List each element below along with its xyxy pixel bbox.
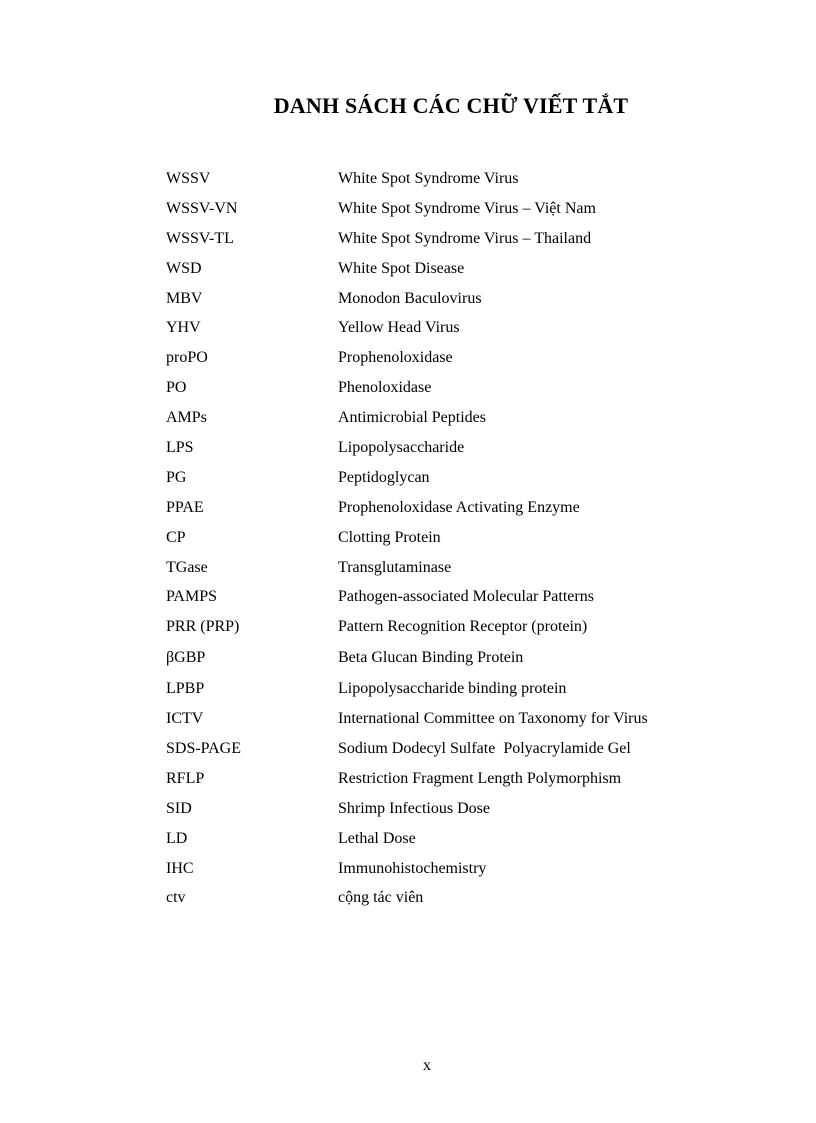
list-item <box>166 824 766 854</box>
list-item <box>166 463 766 493</box>
abbreviation: ctv <box>166 889 186 907</box>
abbreviation: WSSV-TL <box>166 229 234 247</box>
list-item <box>166 313 766 343</box>
list-item <box>166 164 766 194</box>
list-item <box>166 373 766 403</box>
abbreviation: SID <box>166 799 192 817</box>
abbreviation: SDS-PAGE <box>166 739 241 757</box>
list-item <box>166 343 766 373</box>
abbreviation-meaning: Peptidoglycan <box>338 468 430 486</box>
abbreviation-meaning: White Spot Syndrome Virus – Việt Nam <box>338 199 596 217</box>
abbreviation: WSSV-VN <box>166 199 238 217</box>
abbreviation-meaning: Immunohistochemistry <box>338 859 487 877</box>
abbreviation: LPBP <box>166 680 205 698</box>
abbreviation: PO <box>166 379 187 397</box>
list-item <box>166 493 766 523</box>
abbreviation-meaning: White Spot Syndrome Virus <box>338 169 519 187</box>
list-item <box>166 582 766 612</box>
list-item <box>166 674 766 704</box>
abbreviation-meaning: Sodium Dodecyl Sulfate Polyacrylamide Gel <box>338 739 631 757</box>
abbreviation-list <box>166 164 766 913</box>
list-item <box>166 194 766 224</box>
abbreviation: LPS <box>166 438 194 456</box>
abbreviation-meaning: Restriction Fragment Length Polymorphism <box>338 769 622 787</box>
abbreviation: PAMPS <box>166 588 218 606</box>
list-item <box>166 553 766 583</box>
abbreviation-meaning: Lethal Dose <box>338 829 416 847</box>
abbreviation: PPAE <box>166 498 204 516</box>
abbreviation-meaning: Beta Glucan Binding Protein <box>338 649 524 667</box>
abbreviation-meaning: White Spot Disease <box>338 259 465 277</box>
list-item <box>166 433 766 463</box>
abbreviation-meaning: Lipopolysaccharide binding protein <box>338 680 567 698</box>
list-item <box>166 523 766 553</box>
abbreviation: IHC <box>166 859 194 877</box>
abbreviation-meaning: Pattern Recognition Receptor (protein) <box>338 618 588 636</box>
abbreviation-meaning: Phenoloxidase <box>338 379 432 397</box>
list-item <box>166 284 766 314</box>
abbreviation-meaning: Pathogen-associated Molecular Patterns <box>338 588 594 606</box>
abbreviation-meaning: International Committee on Taxonomy for Virus <box>338 710 648 728</box>
abbreviation: WSSV <box>166 169 211 187</box>
abbreviation: TGase <box>166 558 208 576</box>
list-item <box>166 254 766 284</box>
abbreviation: PG <box>166 468 187 486</box>
abbreviation-meaning: Transglutaminase <box>338 558 452 576</box>
abbreviation-meaning: Antimicrobial Peptides <box>338 409 486 427</box>
abbreviation: RFLP <box>166 769 205 787</box>
list-item <box>166 854 766 884</box>
abbreviation-meaning: Shrimp Infectious Dose <box>338 799 490 817</box>
abbreviation-meaning: Yellow Head Virus <box>338 319 460 337</box>
abbreviation: ICTV <box>166 710 204 728</box>
list-item <box>166 704 766 734</box>
list-item <box>166 883 766 913</box>
abbreviation-meaning: Monodon Baculovirus <box>338 289 482 307</box>
page-title: DANH SÁCH CÁC CHỮ VIẾT TẮT <box>273 93 629 118</box>
abbreviation: MBV <box>166 289 203 307</box>
list-item <box>166 794 766 824</box>
abbreviation-meaning: Prophenoloxidase <box>338 349 453 367</box>
list-item <box>166 403 766 433</box>
abbreviation: proPO <box>166 349 208 367</box>
abbreviation: βGBP <box>166 649 206 667</box>
list-item <box>166 642 766 674</box>
page-number: x <box>423 1057 431 1074</box>
abbreviation-meaning: Prophenoloxidase Activating Enzyme <box>338 498 580 516</box>
abbreviation-meaning: White Spot Syndrome Virus – Thailand <box>338 229 592 247</box>
list-item <box>166 734 766 764</box>
abbreviation: AMPs <box>166 409 207 427</box>
abbreviation-meaning: Lipopolysaccharide <box>338 438 465 456</box>
list-item <box>166 224 766 254</box>
abbreviation: WSD <box>166 259 202 277</box>
abbreviation: YHV <box>166 319 201 337</box>
abbreviation-meaning: cộng tác viên <box>338 889 424 907</box>
list-item <box>166 612 766 642</box>
abbreviation: LD <box>166 829 188 847</box>
abbreviation: CP <box>166 528 186 546</box>
abbreviation-meaning: Clotting Protein <box>338 528 441 546</box>
list-item <box>166 764 766 794</box>
abbreviation: PRR (PRP) <box>166 618 240 636</box>
